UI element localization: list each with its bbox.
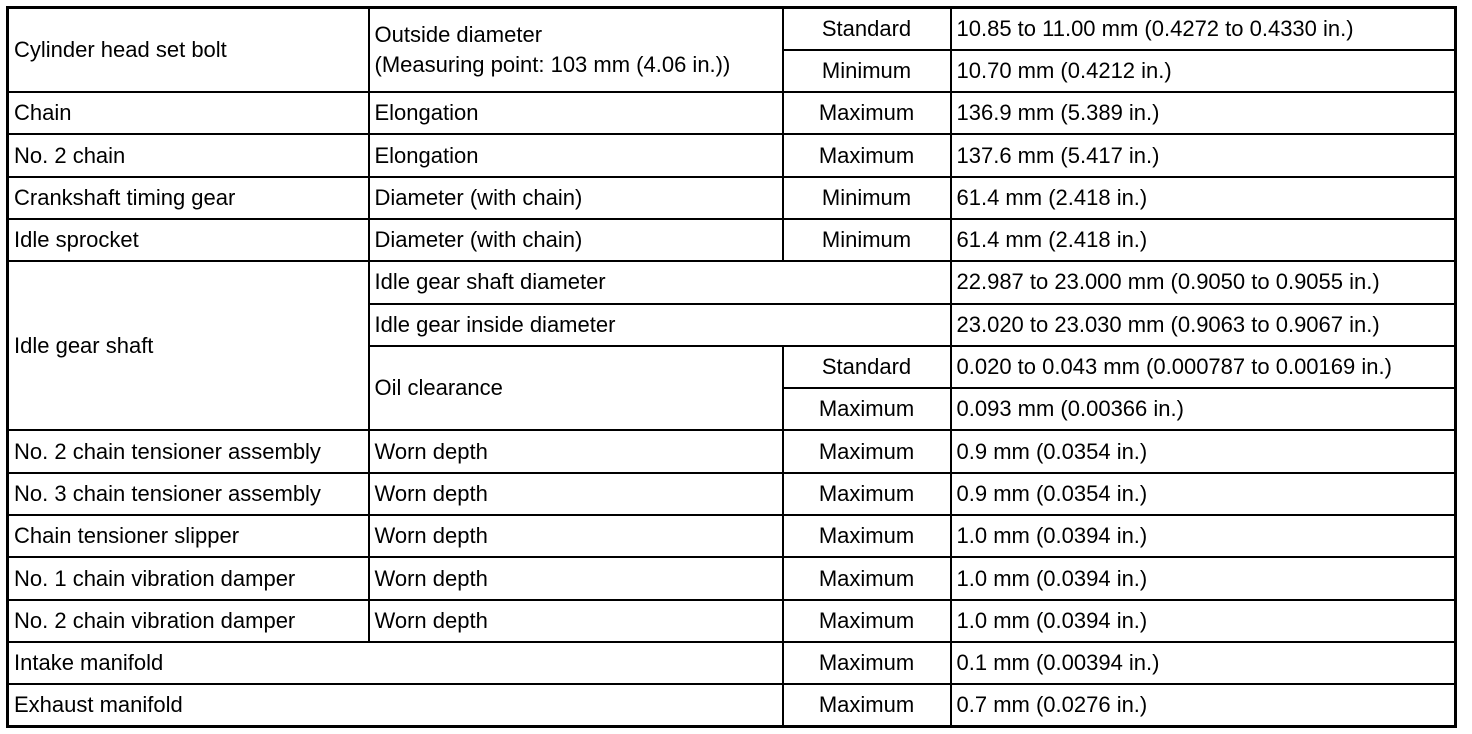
part-cell: Idle sprocket	[8, 219, 369, 261]
part-cell: Crankshaft timing gear	[8, 177, 369, 219]
item-cell: Worn depth	[369, 430, 783, 472]
condition-cell: Standard	[783, 8, 951, 50]
table-row	[8, 473, 1456, 515]
item-cell: Worn depth	[369, 515, 783, 557]
item-line: (Measuring point: 103 mm (4.06 in.))	[374, 52, 731, 78]
condition-cell: Maximum	[783, 430, 951, 472]
item-cell: Elongation	[369, 92, 783, 134]
condition-cell: Maximum	[783, 557, 951, 599]
table-row	[8, 430, 1456, 472]
item-cell: Worn depth	[369, 557, 783, 599]
condition-cell: Maximum	[783, 515, 951, 557]
table-row	[8, 600, 1456, 642]
value-cell: 22.987 to 23.000 mm (0.9050 to 0.9055 in.)	[951, 261, 1456, 303]
value-cell: 1.0 mm (0.0394 in.)	[951, 515, 1456, 557]
table-row	[8, 642, 1456, 684]
condition-cell: Minimum	[783, 219, 951, 261]
item-cell: Oil clearance	[369, 346, 783, 431]
part-cell: No. 2 chain tensioner assembly	[8, 430, 369, 472]
item-cell: Worn depth	[369, 473, 783, 515]
table-row	[8, 8, 1456, 50]
value-cell: 1.0 mm (0.0394 in.)	[951, 600, 1456, 642]
value-cell: 0.9 mm (0.0354 in.)	[951, 430, 1456, 472]
part-cell: No. 3 chain tensioner assembly	[8, 473, 369, 515]
value-cell: 0.7 mm (0.0276 in.)	[951, 684, 1456, 726]
table-row	[8, 557, 1456, 599]
part-cell: Idle gear shaft	[8, 261, 369, 430]
condition-cell: Maximum	[783, 134, 951, 176]
part-cell: No. 1 chain vibration damper	[8, 557, 369, 599]
part-cell: Exhaust manifold	[8, 684, 783, 726]
table-row	[8, 177, 1456, 219]
value-cell: 0.093 mm (0.00366 in.)	[951, 388, 1456, 430]
value-cell: 61.4 mm (2.418 in.)	[951, 219, 1456, 261]
value-cell: 10.70 mm (0.4212 in.)	[951, 50, 1456, 92]
condition-cell: Maximum	[783, 92, 951, 134]
table-row	[8, 261, 1456, 303]
item-cell: Elongation	[369, 134, 783, 176]
table-row	[8, 515, 1456, 557]
table-row	[8, 134, 1456, 176]
part-cell: No. 2 chain	[8, 134, 369, 176]
condition-cell: Maximum	[783, 642, 951, 684]
value-cell: 137.6 mm (5.417 in.)	[951, 134, 1456, 176]
condition-cell: Maximum	[783, 684, 951, 726]
table-row	[8, 684, 1456, 726]
value-cell: 0.020 to 0.043 mm (0.000787 to 0.00169 in.)	[951, 346, 1456, 388]
item-cell: Diameter (with chain)	[369, 219, 783, 261]
item-cell: Diameter (with chain)	[369, 177, 783, 219]
condition-cell: Maximum	[783, 388, 951, 430]
part-cell: No. 2 chain vibration damper	[8, 600, 369, 642]
value-cell: 136.9 mm (5.389 in.)	[951, 92, 1456, 134]
condition-cell: Minimum	[783, 50, 951, 92]
condition-cell: Maximum	[783, 473, 951, 515]
item-cell: Idle gear shaft diameter	[369, 261, 951, 303]
part-cell: Chain tensioner slipper	[8, 515, 369, 557]
part-cell: Cylinder head set bolt	[8, 8, 369, 93]
value-cell: 10.85 to 11.00 mm (0.4272 to 0.4330 in.)	[951, 8, 1456, 50]
table-row	[8, 219, 1456, 261]
value-cell: 1.0 mm (0.0394 in.)	[951, 557, 1456, 599]
item-cell	[369, 8, 783, 93]
value-cell: 23.020 to 23.030 mm (0.9063 to 0.9067 in.)	[951, 304, 1456, 346]
condition-cell: Standard	[783, 346, 951, 388]
item-line: Outside diameter	[374, 22, 543, 48]
condition-cell: Maximum	[783, 600, 951, 642]
value-cell: 0.9 mm (0.0354 in.)	[951, 473, 1456, 515]
item-cell: Worn depth	[369, 600, 783, 642]
value-cell: 0.1 mm (0.00394 in.)	[951, 642, 1456, 684]
specification-table	[6, 6, 1457, 728]
part-cell: Chain	[8, 92, 369, 134]
item-cell: Idle gear inside diameter	[369, 304, 951, 346]
table-row	[8, 92, 1456, 134]
value-cell: 61.4 mm (2.418 in.)	[951, 177, 1456, 219]
condition-cell: Minimum	[783, 177, 951, 219]
part-cell: Intake manifold	[8, 642, 783, 684]
